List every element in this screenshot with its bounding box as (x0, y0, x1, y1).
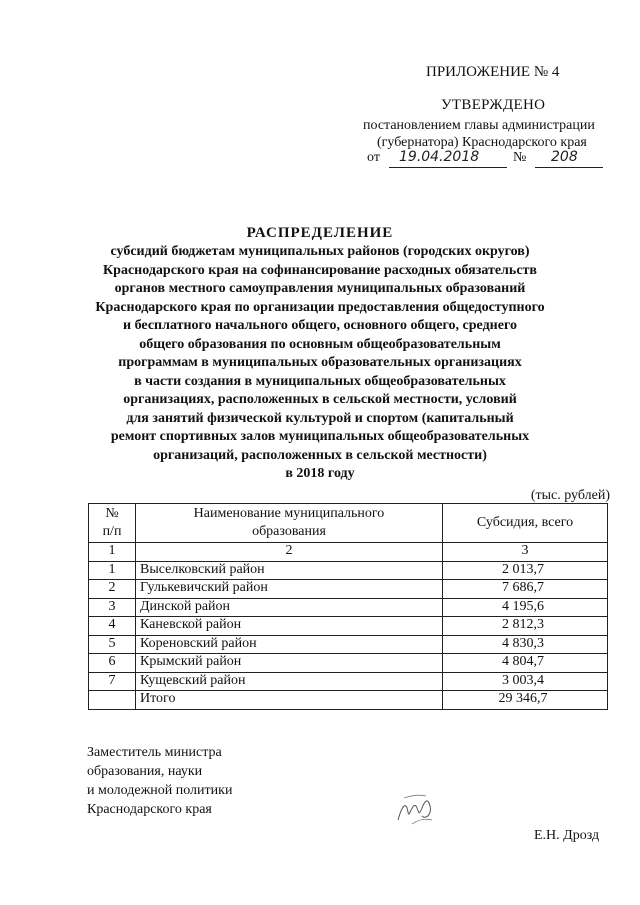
title-line: и бесплатного начального общего, основного общего, среднего (123, 318, 517, 333)
header-subsidy: Субсидия, всего (443, 504, 608, 543)
date-underline (389, 167, 507, 168)
number-sign: № (513, 150, 527, 165)
table-index-row: 1 2 3 (89, 543, 608, 562)
title-line: Краснодарского края по организации предоставления общедоступного (95, 299, 545, 315)
decree-date-row (367, 150, 607, 172)
title-line: субсидий бюджетам муниципальных районов (городских округов) (110, 244, 530, 259)
total-label: Итого (136, 691, 443, 710)
title-heading: РАСПРЕДЕЛЕНИЕ (246, 225, 394, 241)
title-line: организаций, расположенных в сельской местности) (153, 447, 487, 463)
decree-line-1: постановлением главы администрации (363, 118, 595, 133)
date-prefix: от (367, 150, 380, 165)
title-line: общего образования по основным общеобразовательным (139, 336, 501, 352)
table-total-row (89, 691, 608, 710)
number-handwritten: 208 (551, 149, 578, 165)
header-municipality: Наименование муниципального образования (136, 504, 443, 543)
table-header-row (89, 504, 608, 543)
title-line: ремонт спортивных залов муниципальных общеобразовательных (110, 429, 530, 444)
title-line: организациях, расположенных в сельской местности, условий (123, 392, 517, 407)
signatory-name: Е.Н. Дрозд (534, 828, 600, 843)
appendix-label: ПРИЛОЖЕНИЕ № 4 (426, 64, 560, 80)
title-line: Краснодарского края на софинансирование расходных обязательств (103, 262, 537, 278)
title-line: в 2018 году (285, 466, 355, 481)
date-handwritten: 19.04.2018 (399, 149, 480, 165)
table-row: 3 Динской район 4 195,6 (89, 598, 608, 617)
number-underline (535, 167, 603, 168)
header-number: № п/п (89, 504, 136, 543)
document-title (60, 225, 580, 484)
title-line: программам в муниципальных образовательных организациях (118, 355, 522, 370)
handwritten-signature (392, 790, 438, 830)
title-line: для занятий физической культурой и спортом (капитальный (126, 410, 514, 426)
title-line: органов местного самоуправления муниципальных образований (114, 281, 526, 296)
table-row: 5 Кореновский район 4 830,3 (89, 635, 608, 654)
decree-line-2: (губернатора) Краснодарского края (377, 135, 587, 150)
table-row: 2 Гулькевичский район 7 686,7 (89, 580, 608, 599)
table-row: 4 Каневской район 2 812,3 (89, 617, 608, 636)
distribution-table (88, 503, 608, 710)
total-value: 29 346,7 (443, 691, 608, 710)
signatory-title: Заместитель министра образования, науки и молодежной политики Краснодарского края (87, 745, 233, 817)
unit-label: (тыс. рублей) (530, 488, 610, 503)
title-line: в части создания в муниципальных общеобразовательных (134, 373, 506, 389)
table-row: 6 Крымский район 4 804,7 (89, 654, 608, 673)
approved-label: УТВЕРЖДЕНО (441, 97, 546, 113)
table-row: 1 Выселковский район 2 013,7 (89, 561, 608, 580)
table-row: 7 Кущевский район 3 003,4 (89, 672, 608, 691)
